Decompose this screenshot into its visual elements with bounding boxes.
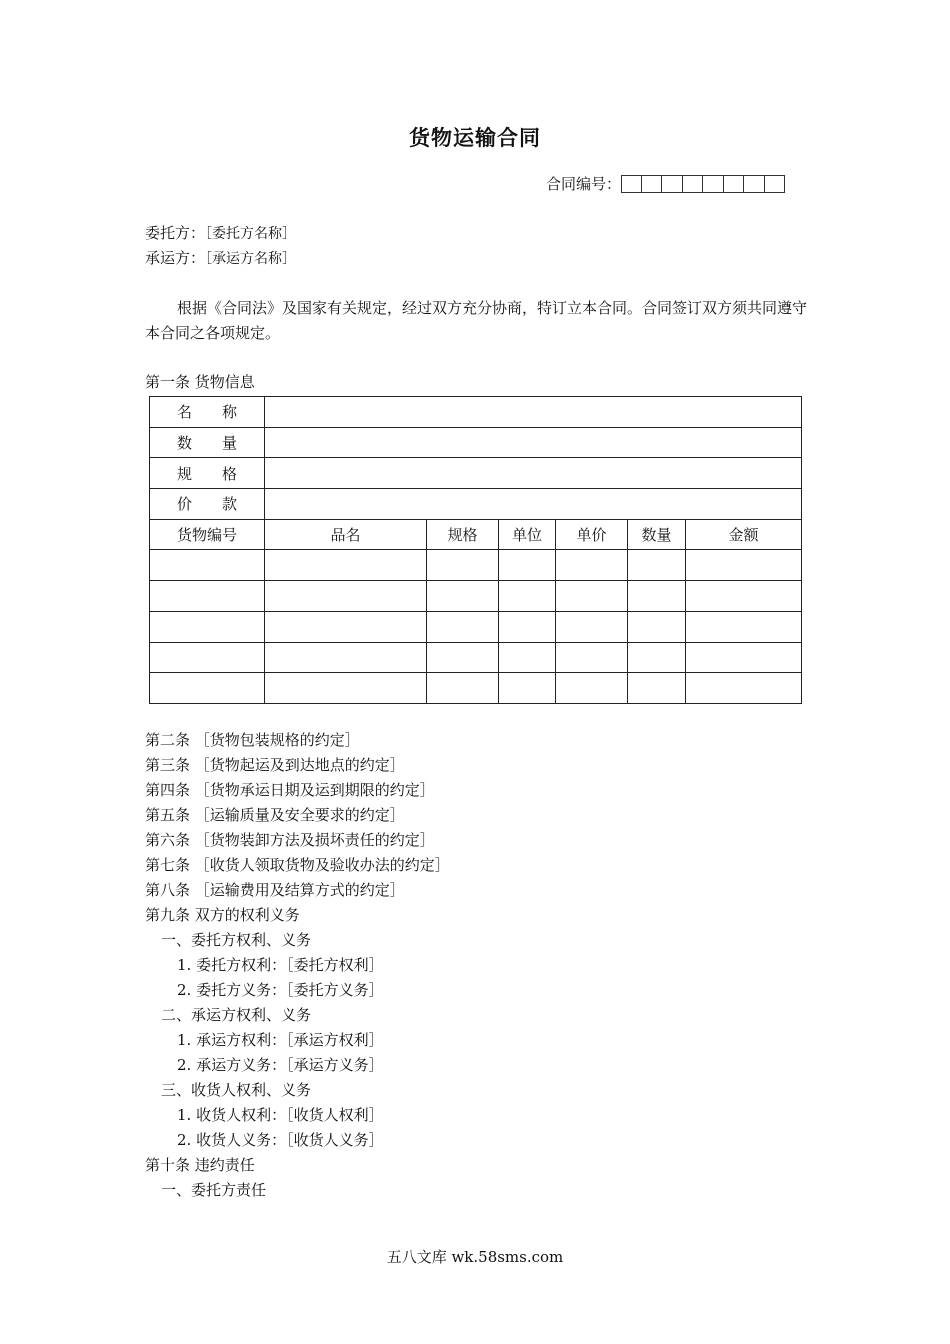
article-9-heading: 第九条 双方的权利义务 bbox=[145, 906, 300, 924]
contract-number-label: 合同编号： bbox=[546, 175, 622, 193]
article-9-section-1: 一、委托方权利、义务 bbox=[161, 931, 312, 949]
info-value-cell[interactable] bbox=[265, 427, 802, 458]
info-label: 规 格 bbox=[150, 458, 265, 489]
table-row bbox=[150, 611, 802, 642]
table-cell[interactable] bbox=[150, 611, 265, 642]
contract-number-box[interactable] bbox=[642, 175, 663, 193]
table-cell[interactable] bbox=[686, 611, 802, 642]
column-header: 货物编号 bbox=[150, 519, 265, 550]
contract-number-box[interactable] bbox=[724, 175, 745, 193]
consignor-name: ［委托方名称］ bbox=[205, 226, 297, 242]
info-value-cell[interactable] bbox=[265, 489, 802, 520]
table-cell[interactable] bbox=[628, 550, 686, 581]
table-row bbox=[150, 581, 802, 612]
table-row bbox=[150, 673, 802, 704]
contract-number-box[interactable] bbox=[621, 175, 642, 193]
table-cell[interactable] bbox=[150, 581, 265, 612]
info-label: 价 款 bbox=[150, 489, 265, 520]
table-cell[interactable] bbox=[686, 550, 802, 581]
article-4: 第四条 ［货物承运日期及运到期限的约定］ bbox=[145, 781, 435, 799]
column-header: 单位 bbox=[499, 519, 556, 550]
article-9-section-1-item-1: 1. 委托方权利：［委托方权利］ bbox=[177, 956, 384, 974]
info-row bbox=[150, 397, 802, 428]
article-3: 第三条 ［货物起运及到达地点的约定］ bbox=[145, 756, 405, 774]
carrier-line bbox=[145, 247, 296, 268]
goods-table bbox=[149, 396, 802, 704]
article-9-section-2-item-2: 2. 承运方义务：［承运方义务］ bbox=[177, 1056, 384, 1074]
table-cell[interactable] bbox=[556, 550, 628, 581]
table-cell[interactable] bbox=[556, 642, 628, 673]
column-header: 数量 bbox=[628, 519, 686, 550]
table-cell[interactable] bbox=[628, 611, 686, 642]
consignor-label: 委托方： bbox=[145, 224, 206, 242]
column-header: 单价 bbox=[556, 519, 628, 550]
carrier-label: 承运方： bbox=[145, 249, 206, 267]
table-cell[interactable] bbox=[499, 673, 556, 704]
table-cell[interactable] bbox=[265, 581, 427, 612]
info-row bbox=[150, 427, 802, 458]
table-cell[interactable] bbox=[427, 673, 499, 704]
contract-number-box[interactable] bbox=[683, 175, 704, 193]
column-header: 金额 bbox=[686, 519, 802, 550]
info-value-cell[interactable] bbox=[265, 397, 802, 428]
document-title: 货物运输合同 bbox=[409, 126, 541, 150]
contract-number-box[interactable] bbox=[662, 175, 683, 193]
column-header: 品名 bbox=[265, 519, 427, 550]
table-cell[interactable] bbox=[686, 673, 802, 704]
table-cell[interactable] bbox=[150, 550, 265, 581]
table-cell[interactable] bbox=[427, 550, 499, 581]
contract-number-boxes bbox=[621, 175, 785, 193]
table-cell[interactable] bbox=[556, 673, 628, 704]
article-6: 第六条 ［货物装卸方法及损坏责任的约定］ bbox=[145, 831, 435, 849]
article-9-section-3: 三、收货人权利、义务 bbox=[161, 1081, 312, 1099]
contract-number-box[interactable] bbox=[703, 175, 724, 193]
table-cell[interactable] bbox=[628, 673, 686, 704]
consignor-line bbox=[145, 222, 296, 243]
article-9-section-2-item-1: 1. 承运方权利：［承运方权利］ bbox=[177, 1031, 384, 1049]
table-row bbox=[150, 642, 802, 673]
article-10-heading: 第十条 违约责任 bbox=[145, 1156, 255, 1174]
article-2: 第二条 ［货物包装规格的约定］ bbox=[145, 731, 360, 749]
table-row bbox=[150, 550, 802, 581]
info-row bbox=[150, 458, 802, 489]
article-5: 第五条 ［运输质量及安全要求的约定］ bbox=[145, 806, 405, 824]
table-cell[interactable] bbox=[265, 550, 427, 581]
table-cell[interactable] bbox=[556, 611, 628, 642]
page-footer: 五八文库 wk.58sms.com bbox=[386, 1248, 564, 1266]
article-9-section-2: 二、承运方权利、义务 bbox=[161, 1006, 312, 1024]
table-cell[interactable] bbox=[499, 581, 556, 612]
table-cell[interactable] bbox=[499, 550, 556, 581]
table-cell[interactable] bbox=[499, 642, 556, 673]
intro-paragraph: 根据《合同法》及国家有关规定，经过双方充分协商，特订立本合同。合同签订双方须共同遵守本合同之各项规定。 bbox=[145, 299, 808, 342]
table-cell[interactable] bbox=[427, 642, 499, 673]
table-cell[interactable] bbox=[628, 581, 686, 612]
info-row bbox=[150, 489, 802, 520]
contract-number-box[interactable] bbox=[744, 175, 765, 193]
table-cell[interactable] bbox=[499, 611, 556, 642]
info-value-cell[interactable] bbox=[265, 458, 802, 489]
article-10-section-1: 一、委托方责任 bbox=[161, 1181, 267, 1199]
article-9-section-3-item-1: 1. 收货人权利：［收货人权利］ bbox=[177, 1106, 384, 1124]
table-cell[interactable] bbox=[427, 611, 499, 642]
carrier-name: ［承运方名称］ bbox=[205, 251, 297, 267]
table-cell[interactable] bbox=[265, 673, 427, 704]
article-7: 第七条 ［收货人领取货物及验收办法的约定］ bbox=[145, 856, 450, 874]
table-cell[interactable] bbox=[628, 642, 686, 673]
table-cell[interactable] bbox=[686, 642, 802, 673]
info-label: 数 量 bbox=[150, 427, 265, 458]
table-cell[interactable] bbox=[556, 581, 628, 612]
column-header-row bbox=[150, 519, 802, 550]
table-cell[interactable] bbox=[150, 673, 265, 704]
column-header: 规格 bbox=[427, 519, 499, 550]
article-8: 第八条 ［运输费用及结算方式的约定］ bbox=[145, 881, 405, 899]
table-cell[interactable] bbox=[265, 611, 427, 642]
article-9-section-1-item-2: 2. 委托方义务：［委托方义务］ bbox=[177, 981, 384, 999]
table-cell[interactable] bbox=[150, 642, 265, 673]
article-1-heading: 第一条 货物信息 bbox=[145, 373, 255, 391]
table-cell[interactable] bbox=[265, 642, 427, 673]
contract-number bbox=[546, 173, 785, 194]
contract-number-box[interactable] bbox=[765, 175, 786, 193]
table-cell[interactable] bbox=[427, 581, 499, 612]
table-cell[interactable] bbox=[686, 581, 802, 612]
info-label: 名 称 bbox=[150, 397, 265, 428]
article-9-section-3-item-2: 2. 收货人义务：［收货人义务］ bbox=[177, 1131, 384, 1149]
